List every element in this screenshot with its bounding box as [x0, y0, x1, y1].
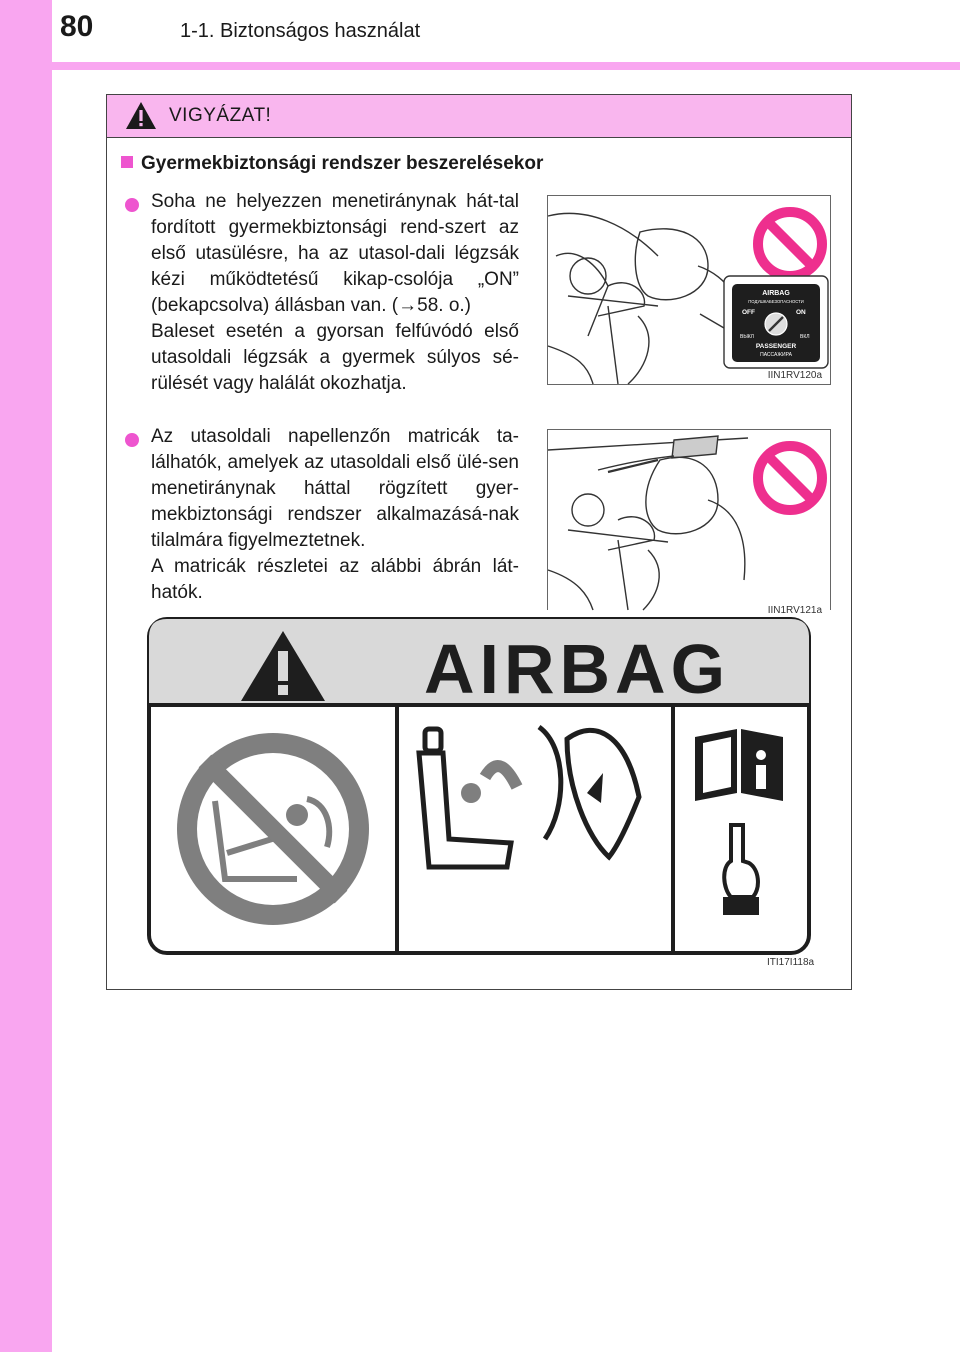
caution-title: VIGYÁZAT!: [169, 105, 272, 126]
no-rear-facing-child-seat-icon: [177, 733, 369, 925]
header-title: 1-1. Biztonságos használat: [180, 20, 421, 42]
prohibit-icon: [758, 446, 822, 510]
prohibit-icon: [758, 212, 822, 276]
figure-code: IIN1RV121a: [767, 605, 822, 616]
switch-on-ru: ВКЛ: [800, 334, 810, 340]
caution-box: [106, 94, 852, 990]
car-interior-illustration: [548, 196, 830, 384]
bullet-text-1: Soha ne helyezzen menetiránynak hát-tal fordított gyermekbiztonsági rend-szert az első utasülésre, ha az utasol-dali légzsák kézi működtetésű kikap-csolója „ON” (bekapcsolva) állásban van. (→58. o.) Baleset esetén a gyorsan felfúvódó első utasoldali légzsák a gyermek súlyos sé-rülését vagy halálát okozhatja.: [151, 191, 519, 394]
bullet-icon: [125, 198, 139, 212]
figure-sun-visor-label: [547, 429, 831, 616]
page-number: 80: [60, 10, 94, 43]
side-tab: [0, 0, 52, 1352]
switch-passenger-ru: ПАССАЖИРА: [760, 352, 792, 358]
airbag-title: AIRBAG: [423, 630, 731, 708]
figure-passenger-seat-airbag-on: [547, 195, 831, 385]
section-heading: Gyermekbiztonsági rendszer beszerelésekor: [121, 153, 543, 175]
caution-header: [107, 95, 851, 138]
switch-label-title: AIRBAG: [762, 290, 790, 297]
figure-code: IIN1RV120a: [767, 370, 822, 381]
warning-icon: [125, 101, 157, 130]
airbag-warning-label: [147, 617, 811, 957]
switch-passenger: PASSENGER: [755, 343, 797, 350]
square-bullet-icon: [121, 156, 133, 168]
switch-off: OFF: [742, 309, 755, 316]
bullet-icon: [125, 433, 139, 447]
switch-on: ON: [796, 309, 806, 316]
sun-visor-illustration: [548, 430, 830, 610]
switch-label-subtitle: ПОДУШКАБЕЗОПАСНОСТИ: [748, 299, 804, 304]
figure-code: ITI17I118a: [767, 957, 815, 968]
bullet-text-2: Az utasoldali napellenzőn matricák ta-lálhatók, amelyek az utasoldali első ülé-sen menetiránynak háttal rögzített gyer-mekbiztonsági rendszer alkalmazásá-nak tilalmára figyelmeztetnek. A matricák részletei az alábbi ábrán lát-hatók.: [151, 426, 519, 603]
header-rule: [52, 62, 960, 70]
switch-off-ru: ВЫКЛ: [740, 334, 754, 340]
